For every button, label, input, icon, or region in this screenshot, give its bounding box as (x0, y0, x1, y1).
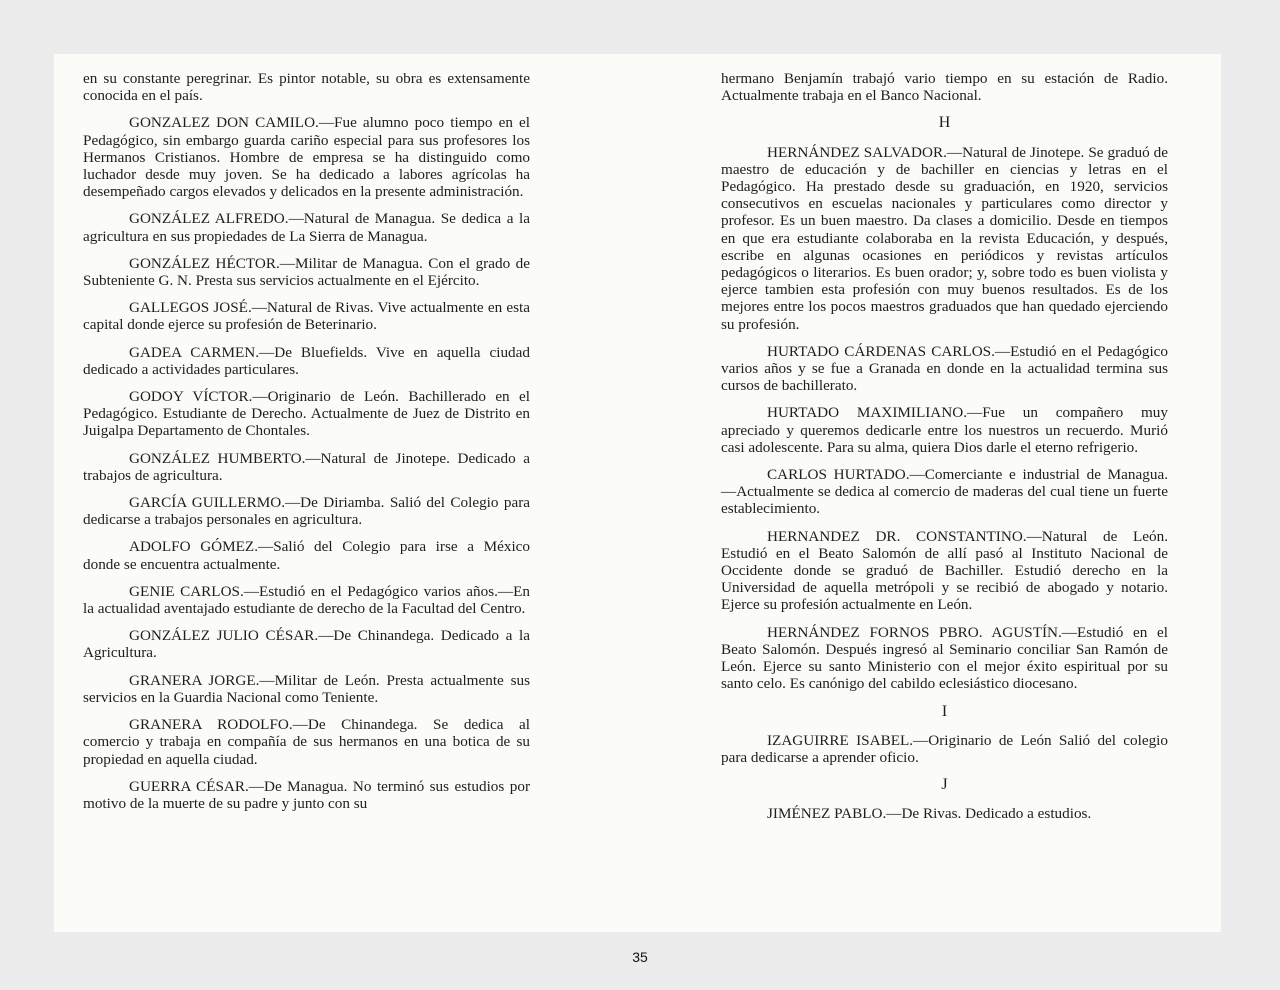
entry: GENIE CARLOS.—Estudió en el Pedagógico varios años.—En la actualidad aventajado estudiante de derecho de la Facultad del Centro. (83, 582, 530, 618)
entry: HURTADO CÁRDENAS CARLOS.—Estudió en el Pedagógico varios años y se fue a Granada en donde en la actualidad termina sus cursos de bachillerato. (721, 342, 1168, 395)
entry: HERNANDEZ DR. CONSTANTINO.—Natural de León. Estudió en el Beato Salomón de allí pasó al Instituto Nacional de Occidente donde se graduó de Bachiller. Estudió derecho en la Universidad de aquella metrópoli y se recibió de abogado y notario. Ejerce su profesión actualmente en León. (721, 527, 1168, 614)
entry: HERNÁNDEZ SALVADOR.—Natural de Jinotepe. Se graduó de maestro de educación y de bachiller en ciencias y letras en el Pedagógico. Ha prestado desde su graduación, en 1920, servicios consecutivos en escuelas nacionales y particulares como director y profesor. Es un buen maestro. Da clases a domicilio. Desde en tiempos en que era estudiante colaboraba en la revista Educación, y después, escribe en algunas ocasiones en periódicos y revistas artículos pedagógicos o literarios. Es buen orador; y, sobre todo es buen violista y ejerce tambien esta profesión con muy buenos resultados. Es de los mejores entre los pocos maestros graduados que han quedado ejerciendo su profesión. (721, 143, 1168, 333)
entry: GRANERA RODOLFO.—De Chinandega. Se dedica al comercio y trabaja en compañía de sus hermanos en una botica de su propiedad en aquella ciudad. (83, 716, 530, 768)
entry: GONZÁLEZ HUMBERTO.—Natural de Jinotepe. Dedicado a trabajos de agricultura. (83, 449, 530, 484)
entry: GUERRA CÉSAR.—De Managua. No terminó sus estudios por motivo de la muerte de su padre y junto con su (83, 777, 530, 812)
left-page (83, 70, 530, 822)
section-heading-h: H (938, 114, 951, 132)
right-page (721, 70, 1168, 833)
entry: HERNÁNDEZ FORNOS PBRO. AGUSTÍN.—Estudió en el Beato Salomón. Después ingresó al Seminario conciliar San Ramón de León. Ejerce su santo Ministerio con el mejor éxito espiritual por su santo celo. Es canónigo del cabildo eclesiástico diocesano. (721, 623, 1168, 693)
entry: IZAGUIRRE ISABEL.—Originario de León Salió del colegio para dedicarse a aprender oficio. (721, 731, 1168, 766)
entry: GRANERA JORGE.—Militar de León. Presta actualmente sus servicios en la Guardia Nacional como Teniente. (83, 671, 530, 706)
section-heading-j: J (941, 776, 948, 794)
entry: HURTADO MAXIMILIANO.—Fue un compañero muy apreciado y queremos dedicarle entre los nuestros un recuerdo. Murió casi adolescente. Para su alma, quiera Dios darle el eterno refrigerio. (721, 404, 1168, 456)
section-heading-i: I (941, 702, 948, 720)
entry: GALLEGOS JOSÉ.—Natural de Rivas. Vive actualmente en esta capital donde ejerce su profesión de Beterinario. (83, 299, 530, 334)
entry: GADEA CARMEN.—De Bluefields. Vive en aquella ciudad dedicado a actividades particulares. (83, 343, 530, 378)
entry-continuation: hermano Benjamín trabajó vario tiempo en su estación de Radio. Actualmente trabaja en el Banco Nacional. (721, 70, 1168, 105)
entry: en su constante peregrinar. Es pintor notable, su obra es extensamente conocida en el país. (83, 70, 530, 105)
entry: ADOLFO GÓMEZ.—Salió del Colegio para irse a México donde se encuentra actualmente. (83, 538, 530, 573)
scanned-book-spread (54, 54, 1221, 932)
entry: GONZÁLEZ HÉCTOR.—Militar de Managua. Con el grado de Subteniente G. N. Presta sus servicios actualmente en el Ejército. (83, 254, 530, 290)
entry: JIMÉNEZ PABLO.—De Rivas. Dedicado a estudios. (767, 805, 1092, 823)
page-number: 35 (632, 949, 648, 965)
entry: CARLOS HURTADO.—Comerciante e industrial de Managua.—Actualmente se dedica al comercio de maderas del cual tiene un fuerte establecimiento. (721, 466, 1168, 518)
entry: GARCÍA GUILLERMO.—De Diriamba. Salió del Colegio para dedicarse a trabajos personales en agricultura. (83, 494, 530, 529)
entry: GONZALEZ DON CAMILO.—Fue alumno poco tiempo en el Pedagógico, sin embargo guarda cariño especial para sus profesores los Hermanos Cristianos. Hombre de empresa se ha distinguido como luchador desde muy joven. Se ha dedicado a labores agrícolas ha desempeñado cargos elevados y delicados en la presente administración. (83, 114, 530, 201)
entry: GONZÁLEZ JULIO CÉSAR.—De Chinandega. Dedicado a la Agricultura. (83, 627, 530, 662)
entry: GONZÁLEZ ALFREDO.—Natural de Managua. Se dedica a la agricultura en sus propiedades de La Sierra de Managua. (83, 210, 530, 245)
entry: GODOY VÍCTOR.—Originario de León. Bachillerado en el Pedagógico. Estudiante de Derecho. Actualmente de Juez de Distrito en Juigalpa Departamento de Chontales. (83, 388, 530, 440)
